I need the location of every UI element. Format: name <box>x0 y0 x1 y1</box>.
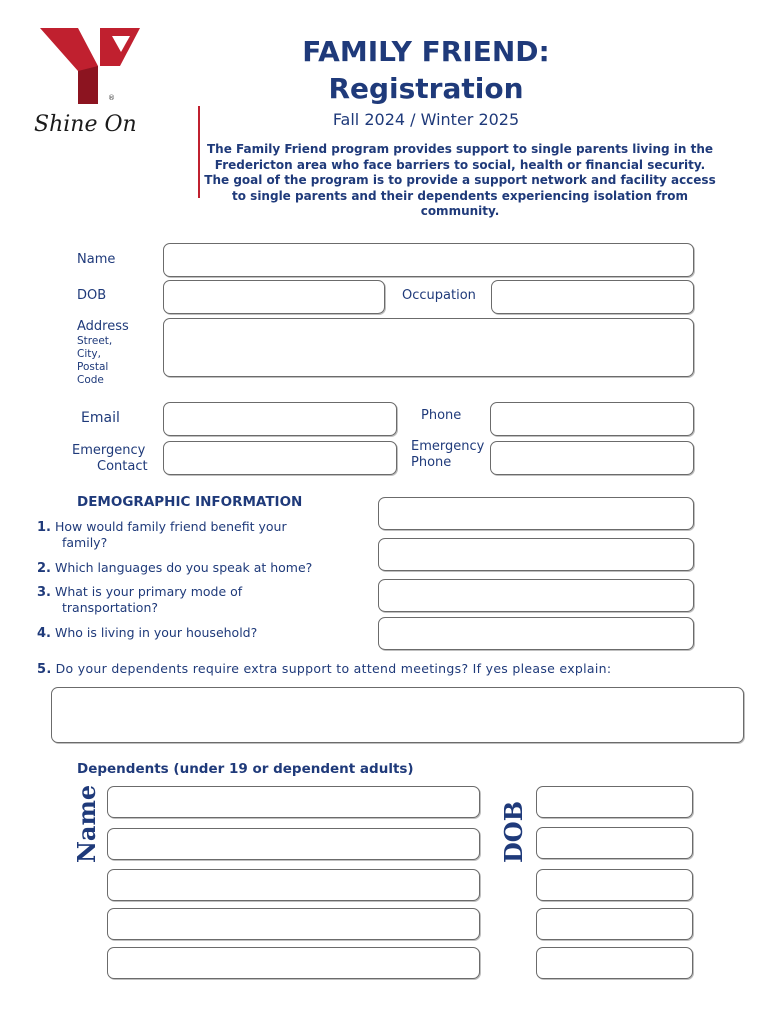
email-input[interactable] <box>163 402 397 436</box>
question-1-cont: family? <box>62 535 108 550</box>
page-subtitle: Fall 2024 / Winter 2025 <box>332 110 520 129</box>
question-2 <box>37 560 312 577</box>
emergency-contact-label-2: Contact <box>97 459 148 474</box>
dependents-heading: Dependents (under 19 or dependent adults) <box>77 761 414 777</box>
question-3-cont: transportation? <box>62 600 158 615</box>
answer-2-input[interactable] <box>378 538 694 571</box>
emergency-contact-input[interactable] <box>163 441 397 475</box>
page-title-line2: Registration <box>328 72 524 105</box>
dob-label: DOB <box>77 288 107 303</box>
email-label: Email <box>81 410 120 426</box>
emergency-contact-label-1: Emergency <box>72 443 146 458</box>
question-2-text: Which languages do you speak at home? <box>54 560 313 575</box>
question-2-number: 2. <box>37 561 51 576</box>
dependent-dob-input-3[interactable] <box>536 869 693 901</box>
answer-5-input[interactable] <box>51 687 744 743</box>
program-description: The Family Friend program provides support to single parents living in the Fredericton area who face barriers to social, health or financial security. The goal of the program is to provide a support network and facility access to single parents and their dependents experiencing isolation from community. <box>204 142 716 218</box>
question-4-number: 4. <box>37 626 51 641</box>
question-5-number: 5. <box>37 662 52 677</box>
question-4 <box>37 625 257 642</box>
name-input[interactable] <box>163 243 694 277</box>
address-label: Address <box>77 319 129 334</box>
question-5 <box>37 661 611 678</box>
question-3-number: 3. <box>37 585 51 600</box>
dependent-name-input-1[interactable] <box>107 786 480 818</box>
logo-tagline: Shine On <box>34 112 137 137</box>
name-label: Name <box>77 252 116 267</box>
occupation-label: Occupation <box>402 288 476 303</box>
address-hint-postal: Postal <box>77 361 109 373</box>
dependent-dob-input-1[interactable] <box>536 786 693 818</box>
phone-label: Phone <box>421 408 462 423</box>
dependents-name-label: Name <box>72 784 101 863</box>
answer-1-input[interactable] <box>378 497 694 530</box>
question-4-text: Who is living in your household? <box>54 625 258 640</box>
question-5-text: Do your dependents require extra support to attend meetings? If yes please explain: <box>55 661 612 676</box>
question-1-text-a: How would family friend benefit your <box>54 519 287 534</box>
question-1-number: 1. <box>37 520 51 535</box>
question-3 <box>37 584 242 601</box>
dependent-name-input-4[interactable] <box>107 908 480 940</box>
dependent-name-input-5[interactable] <box>107 947 480 979</box>
dependent-dob-input-5[interactable] <box>536 947 693 979</box>
emergency-phone-label-1: Emergency <box>411 439 485 454</box>
dependent-name-input-3[interactable] <box>107 869 480 901</box>
address-hint-code: Code <box>77 374 104 386</box>
dependent-dob-input-4[interactable] <box>536 908 693 940</box>
question-1 <box>37 519 287 536</box>
ymca-logo <box>38 26 143 108</box>
emergency-phone-label-2: Phone <box>411 455 452 470</box>
dependent-name-input-2[interactable] <box>107 828 480 860</box>
answer-4-input[interactable] <box>378 617 694 650</box>
address-input[interactable] <box>163 318 694 377</box>
dependents-dob-label: DOB <box>499 800 528 863</box>
dependent-dob-input-2[interactable] <box>536 827 693 859</box>
registered-mark: ® <box>108 94 115 102</box>
demographic-heading: DEMOGRAPHIC INFORMATION <box>77 494 303 510</box>
header-divider <box>198 106 200 198</box>
dob-input[interactable] <box>163 280 385 314</box>
occupation-input[interactable] <box>491 280 694 314</box>
address-hint-city: City, <box>77 348 101 360</box>
question-3-text-a: What is your primary mode of <box>54 584 243 599</box>
phone-input[interactable] <box>490 402 694 436</box>
emergency-phone-input[interactable] <box>490 441 694 475</box>
page-title: FAMILY FRIEND: <box>302 35 550 68</box>
answer-3-input[interactable] <box>378 579 694 612</box>
address-hint-street: Street, <box>77 335 113 347</box>
